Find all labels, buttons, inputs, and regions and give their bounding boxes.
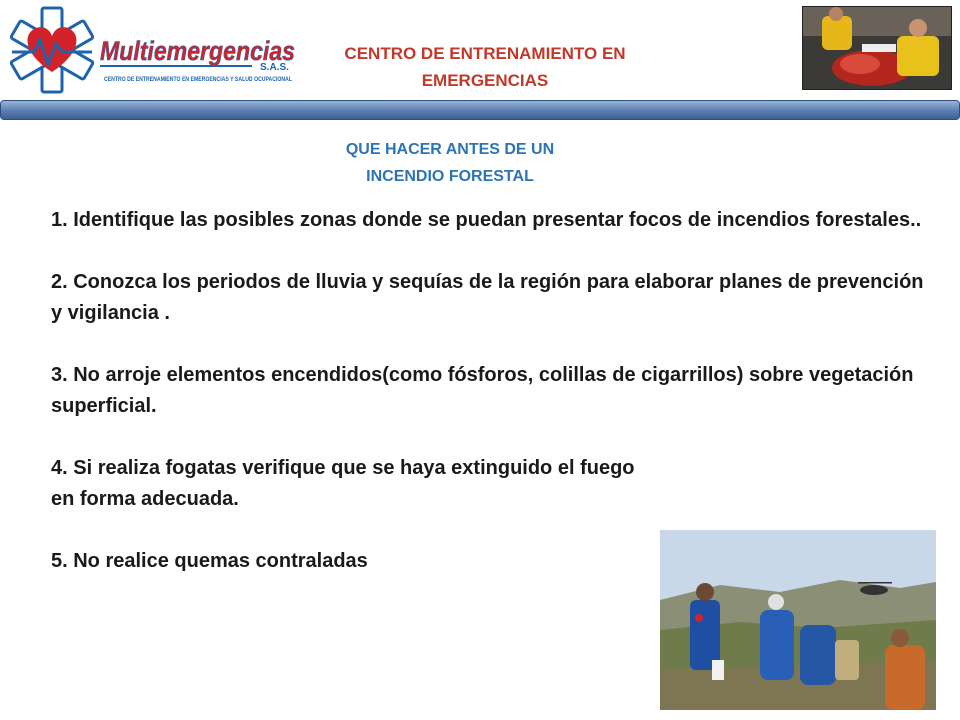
star-of-life-icon — [11, 8, 94, 92]
header-title — [300, 40, 670, 94]
step-item: 1. Identifique las posibles zonas donde se puedan presentar focos de incendios forestales.. — [51, 209, 922, 231]
company-logo — [2, 2, 300, 98]
rescue-team-photo — [660, 530, 936, 710]
section-title — [300, 136, 600, 190]
logo-name: Multiemergencias — [100, 36, 295, 66]
step-item: 4. Si realiza fogatas verifique que se haya extinguido el fuego en forma adecuada. — [51, 457, 635, 510]
section-title-line-2: INCENDIO FORESTAL — [366, 168, 534, 185]
step-item: 3. No arroje elementos encendidos(como fósforos, colillas de cigarrillos) sobre vegetación superficial. — [51, 364, 914, 417]
step-item: 2. Conozca los periodos de lluvia y sequías de la región para elaborar planes de prevención y vigilancia . — [51, 271, 924, 324]
logo-suffix: S.A.S. — [260, 62, 289, 73]
header-title-line-1: CENTRO DE ENTRENAMIENTO EN — [344, 44, 626, 63]
step-item: 5. No realice quemas contraladas — [51, 550, 368, 572]
header-title-line-2: EMERGENCIAS — [421, 71, 549, 90]
section-title-line-1: QUE HACER ANTES DE UN — [345, 141, 555, 158]
header-divider-bar — [0, 100, 960, 120]
paramedics-photo — [802, 6, 952, 90]
logo-tagline: CENTRO DE ENTRENAMIENTO EN EMERGENCIAS Y SALUD OCUPACIONAL — [104, 77, 293, 83]
